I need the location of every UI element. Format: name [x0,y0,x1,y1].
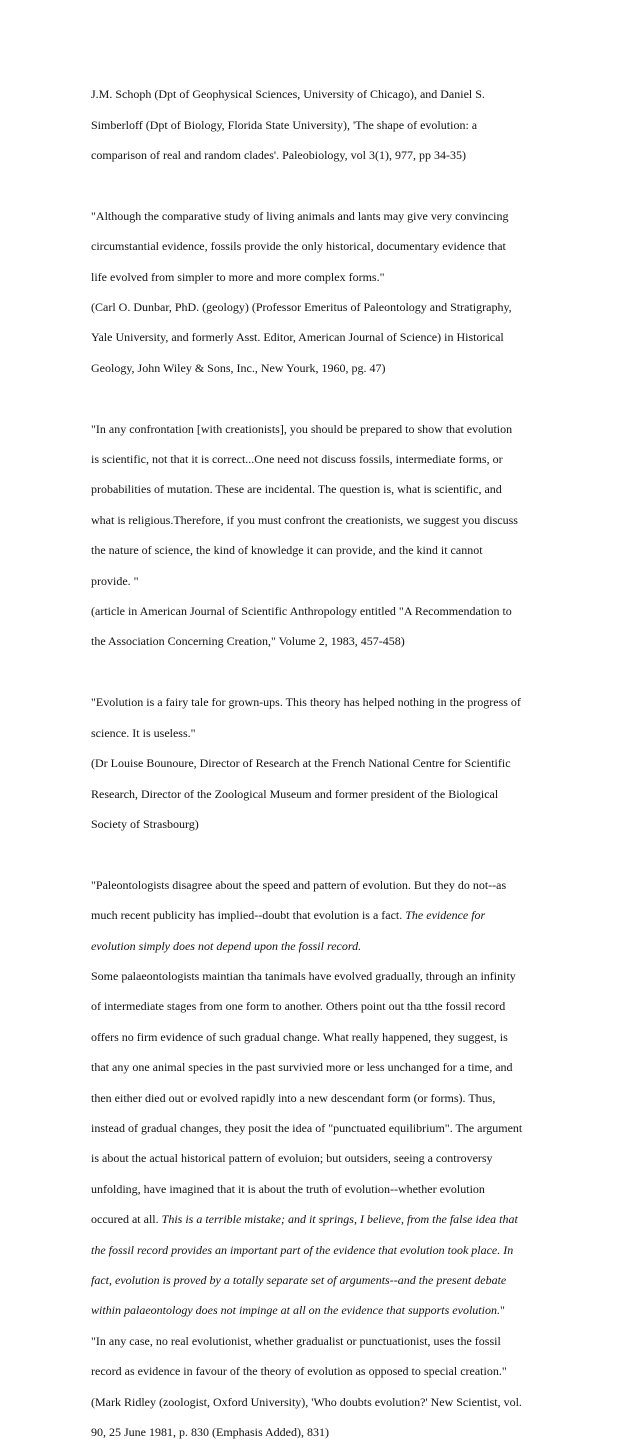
quote-anthropology [91,406,551,664]
text-line: (Mark Ridley (zoologist, Oxford University), 'Who doubts evolution?' New Scientist, vol. [91,1395,551,1410]
quote-ridley [91,863,551,1455]
text-line: science. It is useless." [91,726,551,741]
text-line: Yale University, and formerly Asst. Editor, American Journal of Science) in Historical [91,330,551,345]
emphasis-text: The evidence for [405,908,485,922]
text-line: "Paleontologists disagree about the speed and pattern of evolution. But they do not--as [91,878,551,893]
text-line [91,1243,551,1258]
text-line: "Evolution is a fairy tale for grown-ups. This theory has helped nothing in the progress of [91,695,551,710]
text-line: (Carl O. Dunbar, PhD. (geology) (Professor Emeritus of Paleontology and Stratigraphy, [91,300,551,315]
text-line: unfolding, have imagined that it is about the truth of evolution--whether evolution [91,1182,551,1197]
text-line: "In any case, no real evolutionist, whether gradualist or punctuationist, uses the fossil [91,1334,551,1349]
text-line: probabilities of mutation. These are incidental. The question is, what is scientific, and [91,482,551,497]
text-line: Simberloff (Dpt of Biology, Florida State University), 'The shape of evolution: a [91,118,551,133]
text-line: "In any confrontation [with creationists], you should be prepared to show that evolution [91,422,551,437]
emphasis-text: This is a terrible mistake; and it springs, I believe, from the false idea that [162,1212,518,1226]
citation-schoph [91,72,551,178]
text-line [91,1212,551,1227]
text-line [91,1273,551,1288]
text-line [91,1303,551,1318]
text-line: is scientific, not that it is correct...One need not discuss fossils, intermediate forms, or [91,452,551,467]
text-line: offers no firm evidence of such gradual change. What really happened, they suggest, is [91,1030,551,1045]
text-line: that any one animal species in the past survivied more or less unchanged for a time, and [91,1060,551,1075]
plain-text: occured at all. [91,1212,162,1226]
text-line [91,908,551,923]
text-line: is about the actual historical pattern of evoluion; but outsiders, seeing a controversy [91,1151,551,1166]
text-line: Society of Strasbourg) [91,817,551,832]
emphasis-text: within palaeontology does not impinge at all on the evidence that supports evolution. [91,1303,500,1317]
text-line: instead of gradual changes, they posit the idea of "punctuated equilibrium". The argument [91,1121,551,1136]
text-line: Geology, John Wiley & Sons, Inc., New Yourk, 1960, pg. 47) [91,361,551,376]
text-line: Some palaeontologists maintian tha tanimals have evolved gradually, through an infinity [91,969,551,984]
text-line: life evolved from simpler to more and more complex forms." [91,270,551,285]
text-line: comparison of real and random clades'. Paleobiology, vol 3(1), 977, pp 34-35) [91,148,551,163]
text-line: provide. " [91,574,551,589]
text-line: 90, 25 June 1981, p. 830 (Emphasis Added), 831) [91,1425,551,1440]
text-line: what is religious.Therefore, if you must confront the creationists, we suggest you discuss [91,513,551,528]
text-line: the Association Concerning Creation," Volume 2, 1983, 457-458) [91,634,551,649]
plain-text: " [500,1303,505,1317]
text-line [91,939,551,954]
text-line: of intermediate stages from one form to another. Others point out tha tthe fossil record [91,999,551,1014]
text-line: circumstantial evidence, fossils provide the only historical, documentary evidence that [91,239,551,254]
quote-dunbar [91,194,551,392]
document-page [91,72,551,1455]
text-line: (article in American Journal of Scientific Anthropology entitled "A Recommendation to [91,604,551,619]
text-line: the nature of science, the kind of knowledge it can provide, and the kind it cannot [91,543,551,558]
emphasis-text: fact, evolution is proved by a totally separate set of arguments--and the present debate [91,1273,506,1287]
text-line: (Dr Louise Bounoure, Director of Research at the French National Centre for Scientific [91,756,551,771]
emphasis-text: evolution simply does not depend upon the fossil record. [91,939,361,953]
text-line: record as evidence in favour of the theory of evolution as opposed to special creation." [91,1364,551,1379]
plain-text: much recent publicity has implied--doubt that evolution is a fact. [91,908,405,922]
text-line: J.M. Schoph (Dpt of Geophysical Sciences, University of Chicago), and Daniel S. [91,87,551,102]
text-line: Research, Director of the Zoological Museum and former president of the Biological [91,787,551,802]
text-line: "Although the comparative study of living animals and lants may give very convincing [91,209,551,224]
text-line: then either died out or evolved rapidly into a new descendant form (or forms). Thus, [91,1091,551,1106]
quote-bounoure [91,680,551,847]
emphasis-text: the fossil record provides an important part of the evidence that evolution took place. In [91,1243,513,1257]
